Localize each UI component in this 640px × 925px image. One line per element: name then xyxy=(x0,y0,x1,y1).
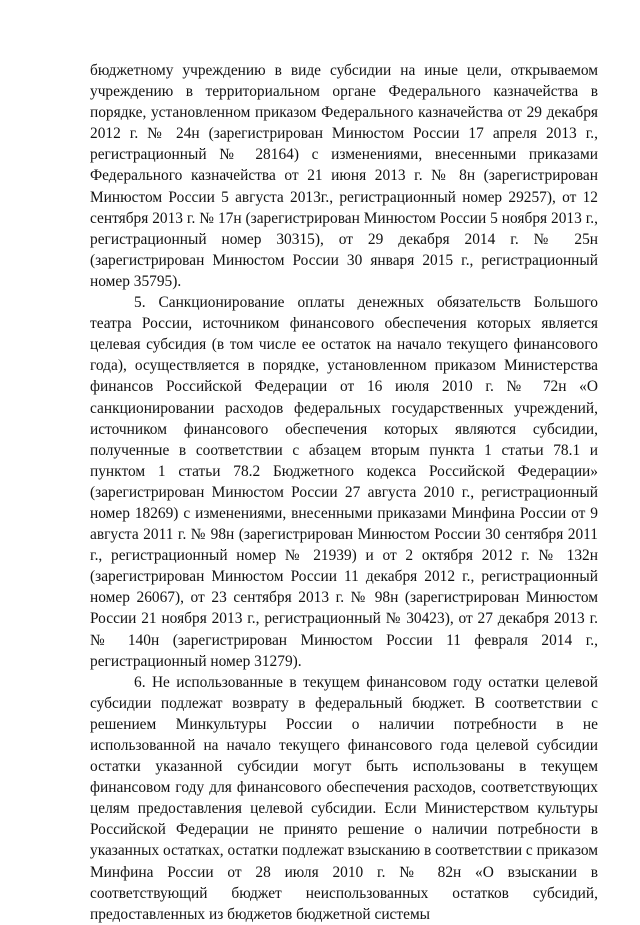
document-page xyxy=(90,60,598,925)
paragraph-item-5: 5. Санкционирование оплаты денежных обязательств Большого театра России, источником финансового обеспечения которых является целевая субсидия (в том числе ее остаток на начало текущего финансового года), осуществляется в порядке, установленном приказом Министерства финансов Российской Федерации от 16 июля 2010 г. № 72н «О санкционировании расходов федеральных государственных учреждений, источником финансового обеспечения которых являются субсидии, полученные в соответствии с абзацем вторым пункта 1 статьи 78.1 и пунктом 1 статьи 78.2 Бюджетного кодекса Российской Федерации» (зарегистрирован Минюстом России 27 августа 2010 г., регистрационный номер 18269) с изменениями, внесенными приказами Минфина России от 9 августа 2011 г. № 98н (зарегистрирован Минюстом России 30 сентября 2011 г., регистрационный номер № 21939) и от 2 октября 2012 г. № 132н (зарегистрирован Минюстом России 11 декабря 2012 г., регистрационный номер 26067), от 23 сентября 2013 г. № 98н (зарегистрирован Минюстом России 21 ноября 2013 г., регистрационный № 30423), от 27 декабря 2013 г. № 140н (зарегистрирован Минюстом России 11 февраля 2014 г., регистрационный номер 31279). xyxy=(90,294,598,670)
paragraph-subsidy-account: бюджетному учреждению в виде субсидии на иные цели, открываемом учреждению в территориальном органе Федерального казначейства в порядке, установленном приказом Федерального казначейства от 29 декабря 2012 г. № 24н (зарегистрирован Минюстом России 17 апреля 2013 г., регистрационный № 28164) с изменениями, внесенными приказами Федерального казначейства от 21 июня 2013 г. № 8н (зарегистрирован Минюстом России 5 августа 2013г., регистрационный номер 29257), от 12 сентября 2013 г. № 17н (зарегистрирован Минюстом России 5 ноября 2013 г., регистрационный номер 30315), от 29 декабря 2014 г. № 25н (зарегистрирован Минюстом России 30 января 2015 г., регистрационный номер 35795). xyxy=(90,62,598,290)
paragraph-item-6: 6. Не использованные в текущем финансовом году остатки целевой субсидии подлежат возврату в федеральный бюджет. В соответствии с решением Минкультуры России о наличии потребности в не использованной на начало текущего финансового года целевой субсидии остатки указанной субсидии могут быть использованы в текущем финансовом году для финансового обеспечения расходов, соответствующих целям предоставления целевой субсидии. Если Министерством культуры Российской Федерации не принято решение о наличии потребности в указанных остатках, остатки подлежат взысканию в соответствии с приказом Минфина России от 28 июля 2010 г. № 82н «О взыскании в соответствующий бюджет неиспользованных остатков субсидий, предоставленных из бюджетов бюджетной системы xyxy=(90,673,598,923)
